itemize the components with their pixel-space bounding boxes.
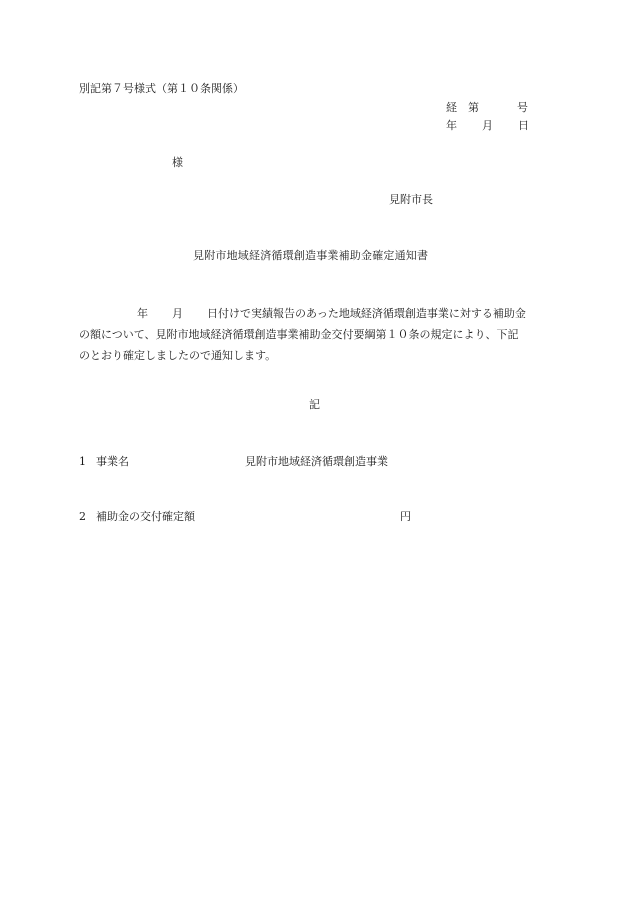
item-label: 事業名 bbox=[96, 455, 129, 468]
doc-date-month: 月 bbox=[482, 119, 493, 132]
sender: 見附市長 bbox=[389, 193, 433, 206]
recipient-honorific: 様 bbox=[172, 156, 183, 169]
doc-number-dai: 第 bbox=[468, 101, 479, 114]
document-date bbox=[446, 120, 529, 131]
item-number: 1 bbox=[79, 455, 86, 468]
ki-heading: 記 bbox=[309, 398, 320, 411]
item-value: 見附市地域経済循環創造事業 bbox=[245, 455, 388, 468]
body-line-2: の額について、見附市地域経済循環創造事業補助金交付要綱第１０条の規定により、下記 bbox=[79, 328, 519, 341]
doc-number-kei: 経 bbox=[446, 101, 457, 114]
body-line-1 bbox=[79, 303, 555, 324]
document-title: 見附市地域経済循環創造事業補助金確定通知書 bbox=[193, 249, 429, 262]
doc-number-go: 号 bbox=[517, 101, 528, 114]
body-line-3: のとおり確定しましたので通知します。 bbox=[79, 349, 277, 362]
amount-unit: 円 bbox=[400, 510, 411, 523]
body-line-1-text: 日付けで実績報告のあった地域経済循環創造事業に対する補助金 bbox=[207, 307, 526, 320]
doc-date-day: 日 bbox=[518, 119, 529, 132]
body-month: 月 bbox=[172, 307, 183, 320]
form-label: 別記第７号様式（第１０条関係） bbox=[79, 82, 244, 95]
body-year: 年 bbox=[137, 307, 148, 320]
document-number bbox=[446, 102, 528, 113]
item-label: 補助金の交付確定額 bbox=[96, 510, 195, 523]
body-paragraph bbox=[79, 303, 555, 366]
item-number: 2 bbox=[79, 510, 86, 523]
doc-date-year: 年 bbox=[446, 119, 457, 132]
